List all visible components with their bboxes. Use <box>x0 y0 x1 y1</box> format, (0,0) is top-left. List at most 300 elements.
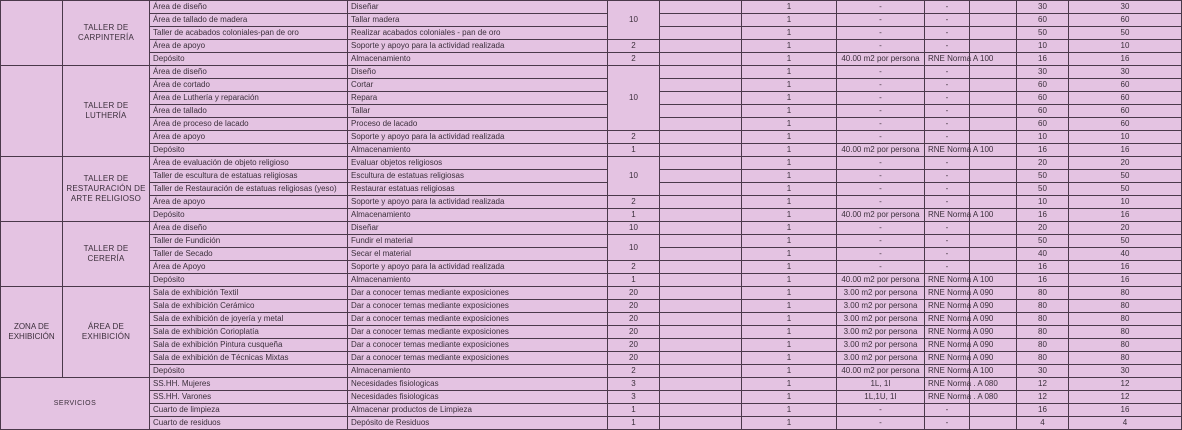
total-area-cell: 16 <box>1069 261 1182 274</box>
quantity-cell: 1 <box>742 53 837 66</box>
index-cell: 1L,1U, 1I <box>837 391 925 404</box>
area-cell: 80 <box>1017 300 1069 313</box>
index-cell: 40.00 m2 por persona <box>837 144 925 157</box>
table-row <box>1 14 1182 27</box>
index-cell: - <box>837 222 925 235</box>
space-name-cell: SS.HH. Varones <box>150 391 348 404</box>
table-row <box>1 209 1182 222</box>
area-cell: 12 <box>1017 391 1069 404</box>
empty-cell <box>660 287 742 300</box>
activity-cell: Restaurar estatuas religiosas <box>348 183 608 196</box>
index-cell: - <box>837 196 925 209</box>
quantity-cell: 1 <box>742 79 837 92</box>
norm-cell: RNE Norma A 090 <box>925 313 970 326</box>
table-row <box>1 53 1182 66</box>
users-cell: 2 <box>608 53 660 66</box>
area-cell: 16 <box>1017 144 1069 157</box>
users-cell: 20 <box>608 287 660 300</box>
quantity-cell: 1 <box>742 313 837 326</box>
empty-cell <box>970 105 1017 118</box>
quantity-cell: 1 <box>742 300 837 313</box>
quantity-cell: 1 <box>742 248 837 261</box>
users-cell: 2 <box>608 261 660 274</box>
table-row <box>1 261 1182 274</box>
subzone-cell: ÁREA DE EXHIBICIÓN <box>63 287 150 378</box>
empty-cell <box>970 14 1017 27</box>
space-name-cell: Taller de Restauración de estatuas religiosas (yeso) <box>150 183 348 196</box>
subzone-cell: TALLER DE CERERÍA <box>63 222 150 287</box>
quantity-cell: 1 <box>742 287 837 300</box>
quantity-cell: 1 <box>742 1 837 14</box>
area-cell: 50 <box>1017 170 1069 183</box>
activity-cell: Dar a conocer temas mediante exposiciones <box>348 326 608 339</box>
space-name-cell: Área de tallado <box>150 105 348 118</box>
empty-cell <box>660 79 742 92</box>
total-area-cell: 30 <box>1069 365 1182 378</box>
total-area-cell: 50 <box>1069 183 1182 196</box>
table-row <box>1 144 1182 157</box>
zone-cell <box>1 222 63 287</box>
zone-cell: ZONA DE EXHIBICIÓN <box>1 287 63 378</box>
area-cell: 80 <box>1017 352 1069 365</box>
activity-cell: Tallar <box>348 105 608 118</box>
users-cell: 2 <box>608 365 660 378</box>
users-cell: 10 <box>608 235 660 261</box>
space-name-cell: Taller de Secado <box>150 248 348 261</box>
space-name-cell: Área de tallado de madera <box>150 14 348 27</box>
users-cell: 2 <box>608 131 660 144</box>
space-name-cell: Área de cortado <box>150 79 348 92</box>
activity-cell: Dar a conocer temas mediante exposiciones <box>348 287 608 300</box>
index-cell: - <box>837 183 925 196</box>
empty-cell <box>660 235 742 248</box>
area-cell: 16 <box>1017 261 1069 274</box>
empty-cell <box>660 365 742 378</box>
space-name-cell: Área de apoyo <box>150 40 348 53</box>
norm-cell: - <box>925 79 970 92</box>
norm-cell: - <box>925 92 970 105</box>
space-name-cell: Sala de exhibición Pintura cusqueña <box>150 339 348 352</box>
table-row <box>1 326 1182 339</box>
total-area-cell: 16 <box>1069 53 1182 66</box>
space-name-cell: Cuarto de residuos <box>150 417 348 430</box>
subzone-cell: TALLER DE RESTAURACIÓN DE ARTE RELIGIOSO <box>63 157 150 222</box>
empty-cell <box>660 144 742 157</box>
space-name-cell: Sala de exhibición de Técnicas Mixtas <box>150 352 348 365</box>
index-cell: 3.00 m2 por persona <box>837 352 925 365</box>
empty-cell <box>660 14 742 27</box>
activity-cell: Almacenamiento <box>348 274 608 287</box>
empty-cell <box>970 196 1017 209</box>
table-row <box>1 79 1182 92</box>
area-cell: 80 <box>1017 313 1069 326</box>
quantity-cell: 1 <box>742 157 837 170</box>
total-area-cell: 30 <box>1069 1 1182 14</box>
table-row <box>1 157 1182 170</box>
empty-cell <box>660 404 742 417</box>
empty-cell <box>660 300 742 313</box>
users-cell: 20 <box>608 339 660 352</box>
index-cell: 3.00 m2 por persona <box>837 313 925 326</box>
empty-cell <box>660 157 742 170</box>
table-row <box>1 118 1182 131</box>
space-name-cell: Sala de exhibición de joyería y metal <box>150 313 348 326</box>
norm-cell: RNE Norma A 100 <box>925 209 970 222</box>
quantity-cell: 1 <box>742 144 837 157</box>
total-area-cell: 12 <box>1069 378 1182 391</box>
space-name-cell: Depósito <box>150 274 348 287</box>
empty-cell <box>970 66 1017 79</box>
empty-cell <box>660 53 742 66</box>
empty-cell <box>970 1 1017 14</box>
users-cell: 1 <box>608 144 660 157</box>
norm-cell: - <box>925 118 970 131</box>
total-area-cell: 16 <box>1069 274 1182 287</box>
quantity-cell: 1 <box>742 339 837 352</box>
activity-cell: Soporte y apoyo para la actividad realizada <box>348 261 608 274</box>
index-cell: - <box>837 170 925 183</box>
quantity-cell: 1 <box>742 352 837 365</box>
space-name-cell: Área de apoyo <box>150 196 348 209</box>
empty-cell <box>660 170 742 183</box>
index-cell: - <box>837 417 925 430</box>
norm-cell: - <box>925 131 970 144</box>
users-cell: 10 <box>608 157 660 196</box>
index-cell: - <box>837 404 925 417</box>
space-name-cell: Sala de exhibición Corioplatía <box>150 326 348 339</box>
norm-cell: RNE Norma A 090 <box>925 326 970 339</box>
total-area-cell: 60 <box>1069 92 1182 105</box>
empty-cell <box>970 417 1017 430</box>
area-cell: 80 <box>1017 339 1069 352</box>
index-cell: - <box>837 40 925 53</box>
empty-cell <box>660 105 742 118</box>
total-area-cell: 60 <box>1069 118 1182 131</box>
table-row <box>1 183 1182 196</box>
quantity-cell: 1 <box>742 131 837 144</box>
area-cell: 20 <box>1017 157 1069 170</box>
activity-cell: Soporte y apoyo para la actividad realizada <box>348 40 608 53</box>
quantity-cell: 1 <box>742 170 837 183</box>
space-name-cell: Depósito <box>150 365 348 378</box>
area-cell: 10 <box>1017 40 1069 53</box>
activity-cell: Repara <box>348 92 608 105</box>
quantity-cell: 1 <box>742 40 837 53</box>
total-area-cell: 80 <box>1069 287 1182 300</box>
table-row <box>1 92 1182 105</box>
table-row <box>1 417 1182 430</box>
total-area-cell: 60 <box>1069 105 1182 118</box>
empty-cell <box>660 1 742 14</box>
zone-cell <box>1 66 63 157</box>
activity-cell: Almacenamiento <box>348 53 608 66</box>
norm-cell: - <box>925 261 970 274</box>
users-cell: 2 <box>608 196 660 209</box>
activity-cell: Necesidades fisiologicas <box>348 378 608 391</box>
table-row <box>1 300 1182 313</box>
users-cell: 20 <box>608 326 660 339</box>
space-name-cell: Cuarto de limpieza <box>150 404 348 417</box>
activity-cell: Almacenamiento <box>348 365 608 378</box>
users-cell: 1 <box>608 274 660 287</box>
empty-cell <box>970 248 1017 261</box>
quantity-cell: 1 <box>742 261 837 274</box>
index-cell: 40.00 m2 por persona <box>837 209 925 222</box>
quantity-cell: 1 <box>742 27 837 40</box>
norm-cell: RNE Norma A 090 <box>925 300 970 313</box>
empty-cell <box>660 352 742 365</box>
total-area-cell: 40 <box>1069 248 1182 261</box>
space-name-cell: Depósito <box>150 144 348 157</box>
empty-cell <box>660 248 742 261</box>
users-cell: 1 <box>608 417 660 430</box>
norm-cell: - <box>925 248 970 261</box>
activity-cell: Depósito de Residuos <box>348 417 608 430</box>
quantity-cell: 1 <box>742 14 837 27</box>
norm-cell: - <box>925 196 970 209</box>
table-row <box>1 40 1182 53</box>
empty-cell <box>970 404 1017 417</box>
space-name-cell: SS.HH. Mujeres <box>150 378 348 391</box>
area-cell: 30 <box>1017 1 1069 14</box>
total-area-cell: 80 <box>1069 352 1182 365</box>
subzone-cell: TALLER DE LUTHERÍA <box>63 66 150 157</box>
empty-cell <box>660 92 742 105</box>
quantity-cell: 1 <box>742 92 837 105</box>
total-area-cell: 50 <box>1069 27 1182 40</box>
area-cell: 4 <box>1017 417 1069 430</box>
total-area-cell: 10 <box>1069 40 1182 53</box>
activity-cell: Fundir el material <box>348 235 608 248</box>
users-cell: 2 <box>608 40 660 53</box>
table-row <box>1 1 1182 14</box>
area-cell: 50 <box>1017 27 1069 40</box>
table-row <box>1 274 1182 287</box>
activity-cell: Necesidades fisiologicas <box>348 391 608 404</box>
empty-cell <box>660 196 742 209</box>
norm-cell: - <box>925 222 970 235</box>
quantity-cell: 1 <box>742 118 837 131</box>
space-name-cell: Taller de acabados coloniales-pan de oro <box>150 27 348 40</box>
quantity-cell: 1 <box>742 378 837 391</box>
activity-cell: Almacenamiento <box>348 144 608 157</box>
quantity-cell: 1 <box>742 183 837 196</box>
area-cell: 20 <box>1017 222 1069 235</box>
space-name-cell: Área de proceso de lacado <box>150 118 348 131</box>
quantity-cell: 1 <box>742 404 837 417</box>
norm-cell: - <box>925 27 970 40</box>
space-name-cell: Área de diseño <box>150 66 348 79</box>
quantity-cell: 1 <box>742 326 837 339</box>
space-name-cell: Área de evaluación de objeto religioso <box>150 157 348 170</box>
space-name-cell: Área de diseño <box>150 1 348 14</box>
table-row <box>1 196 1182 209</box>
quantity-cell: 1 <box>742 196 837 209</box>
empty-cell <box>660 274 742 287</box>
index-cell: 3.00 m2 por persona <box>837 287 925 300</box>
space-name-cell: Sala de exhibición Cerámico <box>150 300 348 313</box>
total-area-cell: 10 <box>1069 196 1182 209</box>
empty-cell <box>660 183 742 196</box>
activity-cell: Cortar <box>348 79 608 92</box>
index-cell: - <box>837 14 925 27</box>
empty-cell <box>970 79 1017 92</box>
index-cell: - <box>837 92 925 105</box>
space-name-cell: Área de diseño <box>150 222 348 235</box>
table-row <box>1 313 1182 326</box>
index-cell: - <box>837 261 925 274</box>
norm-cell: RNE Norma A 100 <box>925 274 970 287</box>
table-row <box>1 222 1182 235</box>
empty-cell <box>970 40 1017 53</box>
area-cell: 10 <box>1017 131 1069 144</box>
users-cell: 10 <box>608 66 660 131</box>
empty-cell <box>970 235 1017 248</box>
total-area-cell: 16 <box>1069 209 1182 222</box>
norm-cell: RNE Norma . A 080 <box>925 378 970 391</box>
index-cell: 40.00 m2 por persona <box>837 53 925 66</box>
empty-cell <box>970 261 1017 274</box>
activity-cell: Diseñar <box>348 222 608 235</box>
area-cell: 60 <box>1017 92 1069 105</box>
total-area-cell: 30 <box>1069 66 1182 79</box>
area-cell: 60 <box>1017 14 1069 27</box>
norm-cell: RNE Norma A 100 <box>925 365 970 378</box>
total-area-cell: 4 <box>1069 417 1182 430</box>
empty-cell <box>660 261 742 274</box>
table-row <box>1 404 1182 417</box>
area-cell: 12 <box>1017 378 1069 391</box>
area-cell: 16 <box>1017 209 1069 222</box>
index-cell: - <box>837 105 925 118</box>
zone-cell <box>1 1 63 66</box>
index-cell: - <box>837 157 925 170</box>
quantity-cell: 1 <box>742 391 837 404</box>
users-cell: 1 <box>608 209 660 222</box>
index-cell: - <box>837 118 925 131</box>
area-cell: 30 <box>1017 66 1069 79</box>
empty-cell <box>970 157 1017 170</box>
zone-cell: SERVICIOS <box>1 378 150 430</box>
empty-cell <box>970 170 1017 183</box>
total-area-cell: 16 <box>1069 144 1182 157</box>
index-cell: - <box>837 1 925 14</box>
program-table-body <box>1 1 1182 430</box>
norm-cell: RNE Norma A 090 <box>925 352 970 365</box>
table-row <box>1 339 1182 352</box>
index-cell: - <box>837 27 925 40</box>
norm-cell: - <box>925 404 970 417</box>
activity-cell: Secar el material <box>348 248 608 261</box>
total-area-cell: 50 <box>1069 170 1182 183</box>
empty-cell <box>660 313 742 326</box>
space-name-cell: Taller de escultura de estatuas religiosas <box>150 170 348 183</box>
total-area-cell: 80 <box>1069 300 1182 313</box>
index-cell: 3.00 m2 por persona <box>837 339 925 352</box>
area-cell: 60 <box>1017 79 1069 92</box>
index-cell: 40.00 m2 por persona <box>837 274 925 287</box>
empty-cell <box>660 27 742 40</box>
index-cell: - <box>837 235 925 248</box>
space-name-cell: Área de Apoyo <box>150 261 348 274</box>
norm-cell: - <box>925 1 970 14</box>
activity-cell: Escultura de estatuas religiosas <box>348 170 608 183</box>
table-row <box>1 105 1182 118</box>
area-cell: 16 <box>1017 53 1069 66</box>
norm-cell: - <box>925 183 970 196</box>
activity-cell: Diseñar <box>348 1 608 14</box>
space-name-cell: Área de apoyo <box>150 131 348 144</box>
users-cell: 3 <box>608 378 660 391</box>
empty-cell <box>660 131 742 144</box>
zone-cell <box>1 157 63 222</box>
table-row <box>1 66 1182 79</box>
area-cell: 16 <box>1017 274 1069 287</box>
quantity-cell: 1 <box>742 365 837 378</box>
area-cell: 50 <box>1017 183 1069 196</box>
space-name-cell: Taller de Fundición <box>150 235 348 248</box>
quantity-cell: 1 <box>742 274 837 287</box>
index-cell: - <box>837 66 925 79</box>
empty-cell <box>660 378 742 391</box>
quantity-cell: 1 <box>742 417 837 430</box>
total-area-cell: 12 <box>1069 391 1182 404</box>
total-area-cell: 60 <box>1069 14 1182 27</box>
area-cell: 60 <box>1017 105 1069 118</box>
empty-cell <box>970 118 1017 131</box>
empty-cell <box>660 66 742 79</box>
activity-cell: Diseño <box>348 66 608 79</box>
table-row <box>1 170 1182 183</box>
area-cell: 10 <box>1017 196 1069 209</box>
total-area-cell: 60 <box>1069 79 1182 92</box>
total-area-cell: 80 <box>1069 313 1182 326</box>
table-row <box>1 365 1182 378</box>
norm-cell: - <box>925 170 970 183</box>
table-row <box>1 131 1182 144</box>
area-cell: 80 <box>1017 287 1069 300</box>
quantity-cell: 1 <box>742 222 837 235</box>
norm-cell: RNE Norma A 100 <box>925 144 970 157</box>
index-cell: 3.00 m2 por persona <box>837 326 925 339</box>
empty-cell <box>970 222 1017 235</box>
empty-cell <box>660 339 742 352</box>
activity-cell: Evaluar objetos religiosos <box>348 157 608 170</box>
index-cell: 1L, 1I <box>837 378 925 391</box>
activity-cell: Soporte y apoyo para la actividad realizada <box>348 196 608 209</box>
activity-cell: Almacenar productos de Limpieza <box>348 404 608 417</box>
norm-cell: RNE Norma A 090 <box>925 287 970 300</box>
users-cell: 20 <box>608 313 660 326</box>
table-row <box>1 287 1182 300</box>
activity-cell: Almacenamiento <box>348 209 608 222</box>
empty-cell <box>660 118 742 131</box>
index-cell: - <box>837 248 925 261</box>
total-area-cell: 20 <box>1069 222 1182 235</box>
area-cell: 80 <box>1017 326 1069 339</box>
index-cell: - <box>837 79 925 92</box>
norm-cell: RNE Norma . A 080 <box>925 391 970 404</box>
table-row <box>1 391 1182 404</box>
space-name-cell: Área de Luthería y reparación <box>150 92 348 105</box>
space-name-cell: Depósito <box>150 209 348 222</box>
area-cell: 30 <box>1017 365 1069 378</box>
norm-cell: RNE Norma A 100 <box>925 53 970 66</box>
activity-cell: Dar a conocer temas mediante exposiciones <box>348 352 608 365</box>
users-cell: 10 <box>608 1 660 40</box>
norm-cell: RNE Norma A 090 <box>925 339 970 352</box>
users-cell: 3 <box>608 391 660 404</box>
